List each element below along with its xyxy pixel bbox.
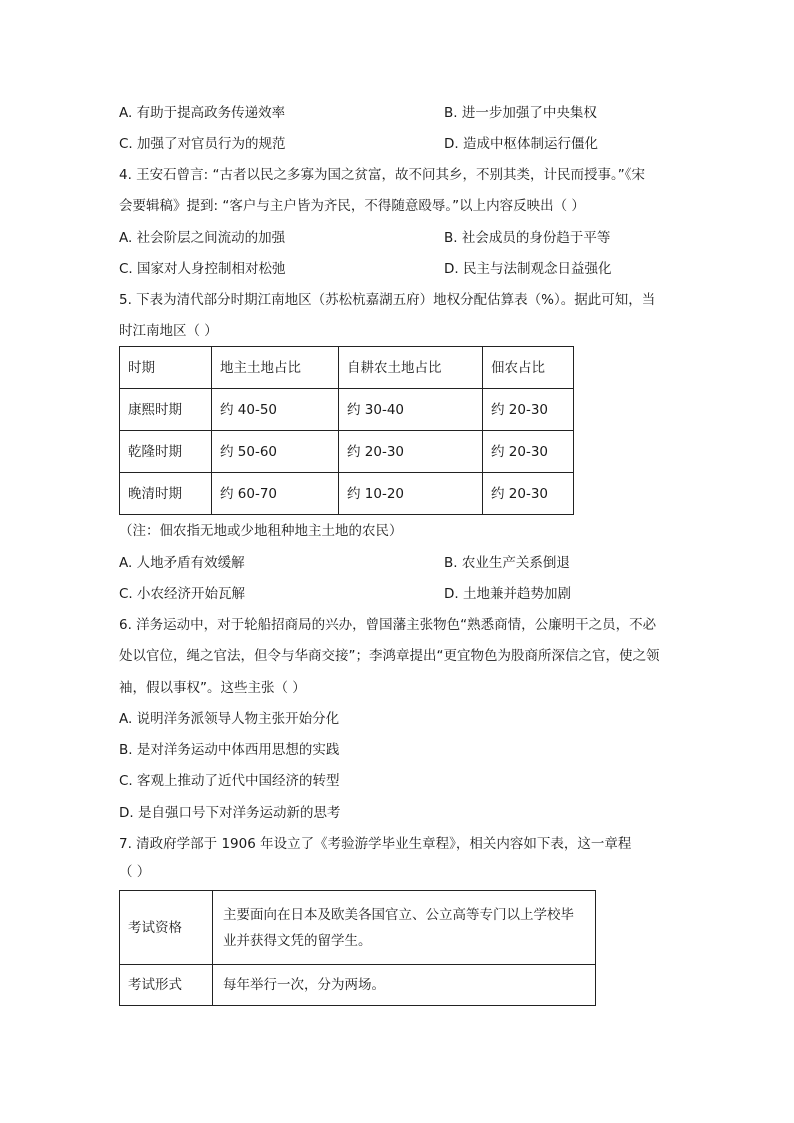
q4-option-b: B. 社会成员的身份趋于平等 bbox=[444, 230, 611, 246]
q4-option-d: D. 民主与法制观念日益强化 bbox=[444, 261, 612, 277]
table-label-cell: 考试形式 bbox=[120, 965, 213, 1006]
q4-option-a: A. 社会阶层之间流动的加强 bbox=[119, 230, 286, 246]
q4-option-c: C. 国家对人身控制相对松弛 bbox=[119, 261, 286, 277]
q5-option-b: B. 农业生产关系倒退 bbox=[444, 555, 570, 571]
table-header-row bbox=[120, 347, 574, 389]
header-cell: 地主土地占比 bbox=[212, 347, 339, 389]
q7-stem-line-1: 7. 清政府学部于 1906 年设立了《考验游学毕业生章程》，相关内容如下表，这一章程 bbox=[119, 836, 632, 852]
q4-stem-line-2: 会要辑稿》提到: “客户与主户皆为齐民，不得随意殴辱。”以上内容反映出（ ） bbox=[119, 198, 585, 214]
header-cell: 佃农占比 bbox=[483, 347, 574, 389]
content-line: 业并获得文凭的留学生。 bbox=[223, 932, 372, 949]
q5-stem-line-1: 5. 下表为清代部分时期江南地区（苏松杭嘉湖五府）地权分配估算表（%）。据此可知，当 bbox=[119, 292, 656, 308]
table-row bbox=[120, 389, 574, 431]
q6-option-d: D. 是自强口号下对洋务运动新的思考 bbox=[119, 805, 341, 821]
table-cell: 约 40-50 bbox=[212, 389, 339, 431]
q5-table-note: （注：佃农指无地或少地租种地主土地的农民） bbox=[119, 523, 403, 539]
q6-option-b: B. 是对洋务运动中体西用思想的实践 bbox=[119, 742, 340, 758]
table-cell: 晚清时期 bbox=[120, 473, 212, 515]
table-row bbox=[120, 891, 596, 965]
table-content-cell: 每年举行一次，分为两场。 bbox=[213, 965, 596, 1006]
q5-option-a: A. 人地矛盾有效缓解 bbox=[119, 555, 245, 571]
header-cell: 时期 bbox=[120, 347, 212, 389]
content-line: 主要面向在日本及欧美各国官立、公立高等专门以上学校毕 bbox=[223, 906, 574, 923]
table-content-cell bbox=[213, 891, 596, 965]
table-cell: 约 20-30 bbox=[483, 389, 574, 431]
q5-option-d: D. 土地兼并趋势加剧 bbox=[444, 586, 571, 602]
table-row bbox=[120, 431, 574, 473]
q6-option-c: C. 客观上推动了近代中国经济的转型 bbox=[119, 773, 340, 789]
table-label-cell: 考试资格 bbox=[120, 891, 213, 965]
q5-land-table bbox=[119, 346, 574, 515]
q3-option-a: A. 有助于提高政务传递效率 bbox=[119, 105, 286, 121]
q6-option-a: A. 说明洋务派领导人物主张开始分化 bbox=[119, 711, 340, 727]
table-row bbox=[120, 965, 596, 1006]
q5-stem-line-2: 时江南地区（ ） bbox=[119, 323, 218, 339]
table-cell: 康熙时期 bbox=[120, 389, 212, 431]
table-cell: 约 60-70 bbox=[212, 473, 339, 515]
table-cell: 约 10-20 bbox=[339, 473, 483, 515]
header-cell: 自耕农土地占比 bbox=[339, 347, 483, 389]
table-cell: 约 20-30 bbox=[339, 431, 483, 473]
q3-option-c: C. 加强了对官员行为的规范 bbox=[119, 136, 286, 152]
table-cell: 乾隆时期 bbox=[120, 431, 212, 473]
table-cell: 约 20-30 bbox=[483, 473, 574, 515]
table-row bbox=[120, 473, 574, 515]
q4-stem-line-1: 4. 王安石曾言: “古者以民之多寡为国之贫富，故不问其乡，不别其类，计民而授事。”《宋 bbox=[119, 167, 645, 183]
table-cell: 约 50-60 bbox=[212, 431, 339, 473]
q6-stem-line-1: 6. 洋务运动中，对于轮船招商局的兴办，曾国藩主张物色“熟悉商情，公廉明干之员，不必 bbox=[119, 617, 657, 633]
q6-stem-line-2: 处以官位，绳之官法，但令与华商交接”；李鸿章提出“更宜物色为股商所深信之官，使之领 bbox=[119, 648, 660, 664]
q7-rules-table bbox=[119, 890, 596, 1006]
q3-option-b: B. 进一步加强了中央集权 bbox=[444, 105, 597, 121]
q7-stem-line-2: （ ） bbox=[119, 864, 151, 880]
q3-option-d: D. 造成中枢体制运行僵化 bbox=[444, 136, 598, 152]
q5-option-c: C. 小农经济开始瓦解 bbox=[119, 586, 246, 602]
q6-stem-line-3: 袖，假以事权”。这些主张（ ） bbox=[119, 680, 306, 696]
table-cell: 约 30-40 bbox=[339, 389, 483, 431]
table-cell: 约 20-30 bbox=[483, 431, 574, 473]
